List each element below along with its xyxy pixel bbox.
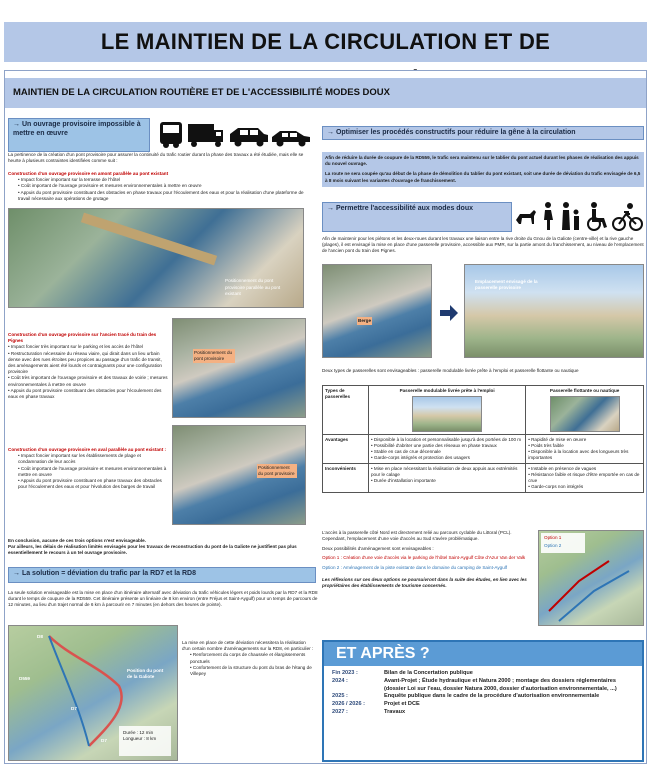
option1-block (8, 171, 316, 202)
map-legend (123, 730, 156, 742)
timeline-item (332, 701, 634, 709)
option1-item: • Appuis du pont provisoire constituant des obstacles en phase travaux pour l'écoulement des eaux et pour la réalisation d'une plateforme de travail nécessaire aux opérations de grutage (18, 190, 316, 202)
timeline-item (332, 693, 634, 701)
types-text: Deux types de passerelles sont envisageables : passerelle modulable livrée prête à l'emploi et passerelle flottante ou nautique (322, 368, 579, 373)
arrow-right-icon (440, 305, 458, 321)
conclusion-line1: En conclusion, aucune de ces trois options n'est envisageable. (8, 538, 146, 543)
box-optimize (322, 126, 644, 140)
deviation-map (8, 625, 178, 761)
timeline-item (332, 670, 634, 678)
aerial-photo-upstream (8, 208, 304, 308)
box-soft-modes-title: → Permettre l'accessibilité aux modes doux (327, 205, 473, 212)
timeline-item (332, 678, 634, 694)
bridge-shape (81, 213, 217, 266)
photo2-caption: Positionnement du pont provisoire (193, 349, 235, 363)
option2-item: • Impact foncier très important sur le parking et les accès de l'hôtel (8, 344, 168, 350)
timeline-date: Fin 2023 : (332, 670, 358, 676)
table-item: • Instable en présence de vagues (528, 466, 641, 472)
table-header-label: Passerelle modulable livrée prête à l'emploi (399, 388, 495, 393)
pedestrian-icon (544, 202, 553, 230)
photo1-caption: Positionnement du pont provisoire parallèle au pont existant (225, 278, 281, 296)
wheelchair-icon (588, 202, 607, 230)
table-item: • Rapidité de mise en œuvre (528, 437, 641, 443)
options-intro: Deux possibilités d'aménagement sont envisageables : (322, 546, 434, 552)
intro-text: La pertinence de la création d'un pont provisoire pour assurer la continuité du trafic routier durant la phase des travaux a été étudiée, mais elle se heurte à plusieurs contraintes identifiées comme suit : (8, 152, 304, 164)
map-legend-item: Option 2 (544, 543, 562, 548)
box-soft-modes (322, 202, 512, 232)
timeline-date: 2024 : (332, 677, 348, 684)
map-bridge-label: Position du pont de la Galiote (127, 668, 164, 680)
timeline-text: Projet et DCE (384, 701, 420, 708)
option3-block (8, 447, 168, 490)
map-label: D7 (71, 706, 77, 711)
deviation-item: • Renforcement du corps de chaussée et élargissements ponctuels (190, 652, 314, 664)
table-item: • Disponible à la location et personnalisable jusqu'à des portées de 100 m (371, 437, 523, 443)
table-item: • Garde-corps non intégrés (528, 484, 641, 490)
photo-bank-aerial (322, 264, 432, 358)
table-header (369, 386, 526, 435)
map-label: D7 (101, 738, 107, 743)
timeline-text: Bilan de la Concertation publique (384, 670, 473, 676)
option3-item: • Impact foncier important sur les établissements de plage et condamnation de leur accès (18, 453, 168, 465)
solution-text: La seule solution envisageable est la mise en place d'un itinéraire alternatif avec déviation du trafic véhicules légers et poids lourds par la RD7 et la RD8 durant le temps de coupure de la RD559. Cet itinéraire présente un linéaire de 8 km environ (entre Fréjus et Saint-Aygulf) pour un temps de parcours de 12 minutes, au lieu d'un trajet normal de 6 km à parcourir en 7 minutes (en dehors des heures de pointe). (8, 590, 318, 608)
access-text: L'accès à la passerelle côté Nord est directement relié au parcours cyclable du Littoral (PCL). Cependant, l'emplacement d'une voie d'accès au Sud s'avère problématique. (322, 530, 512, 542)
deviation-text: La mise en place de cette déviation nécessitera la réalisation d'un certain nombre d'aménagements sur la RD8, en particulier : (182, 640, 314, 652)
box-optimize-title: → Optimiser les procédés constructifs pour réduire la gêne à la circulation (327, 129, 576, 136)
conclusion (8, 538, 318, 557)
floating-footbridge-photo (550, 396, 620, 432)
table-cell (526, 463, 644, 492)
map-legend-item: Durée : 12 min (123, 730, 154, 735)
option2-title: Construction d'un ouvrage provisoire sur l'ancien tracé du train des Pignes (8, 332, 157, 344)
options-note: Les réflexions sur ces deux options se poursuivront dans la suite des études, en lien avec les propriétaires des établissements de tourisme concernés. (322, 576, 527, 589)
option1-item: • Impact foncier important sur la terrasse de l'hôtel (18, 177, 316, 183)
aerial-photo-train-track (172, 318, 306, 418)
box-provisional-bridge (8, 118, 150, 152)
access-option-2: Option 2 : Aménagement de la piste existante dans le domaine du camping de Saint-Aygulf (322, 564, 508, 570)
timeline-date: 2025 : (332, 693, 348, 700)
table-cell (526, 434, 644, 463)
dog-icon (516, 210, 536, 224)
option2-item: • Restructuration nécessaire du réseau viaire, qui dirait dans un lieu urbain dense avec des rues étroites peu propices au passage d'un trafic de transit, des aménagements aient été lourds et contraignants pour une configuration provisoire (8, 351, 168, 376)
photo3-caption: Positionnement du pont provisoire (257, 464, 297, 478)
table-header: Types de passerelles (323, 386, 369, 435)
timeline-date: 2026 / 2026 : (332, 701, 365, 708)
modular-footbridge-photo (412, 396, 482, 432)
photo-bank-label: Berge (357, 317, 372, 325)
conclusion-line2: Par ailleurs, les délais de réalisation limités envisagés pour les travaux de reconstruction du pont de la Galiote ne justifient pas plus essentiellement le recours à un tel ouvrage provisoire. (8, 544, 297, 556)
next-steps-title: ET APRÈS ? (324, 642, 642, 666)
option1-item: • Coût important de l'ouvrage provisoire et mesures environnementales à mettre en œuvre (18, 183, 316, 189)
table-item: • Poids très faible (528, 443, 641, 449)
timeline-date: 2027 : (332, 709, 348, 716)
section-title: MAINTIEN DE LA CIRCULATION ROUTIÈRE ET DE L'ACCESSIBILITÉ MODES DOUX (5, 78, 646, 108)
box-provisional-bridge-title: → Un ouvrage provisoire impossible à mettre en œuvre (13, 121, 141, 137)
truck-icon (188, 124, 223, 147)
optimize-text-1: Afin de réduire la durée de coupure de la RD559, le trafic sera maintenu sur le tablier du pont actuel durant les phases de réalisation des appuis du nouvel ouvrage. (325, 155, 639, 167)
photo-footbridge-label: Emplacement envisagé de la passerelle provisoire (475, 279, 538, 291)
suv-icon (230, 128, 268, 147)
table-row (323, 463, 644, 492)
aerial-photo-downstream (172, 425, 306, 525)
deviation-block (182, 640, 314, 677)
table-item: • Disponible à la location avec des longueurs très importantes (528, 449, 641, 461)
access-options-map (538, 530, 644, 626)
box-solution-title: → La solution = déviation du trafic par la RD7 et la RD8 (13, 570, 197, 577)
next-steps-box (322, 640, 644, 762)
option3-title: Construction d'un ouvrage provisoire en aval parallèle au pont existant : (8, 447, 167, 452)
family-icon (562, 202, 579, 230)
optimize-text (322, 152, 644, 187)
timeline-text: Avant-Projet ; Étude hydraulique et Natura 2000 ; montage des dossiers réglementaires (dossier Loi sur l'eau, dossier Natura 2000, dossier d'autorisation environnementale, ...) (384, 677, 617, 692)
deviation-item: • Confortement de la structure du pont du bras de l'étang de Villepey (190, 665, 314, 677)
access-block (322, 530, 534, 589)
timeline-text: Enquête publique dans le cadre de la procédure d'autorisation environnementale (384, 693, 600, 700)
option2-item: • Appuis du pont provisoire constituant des obstacles pour l'écoulement des eaux en phase travaux (8, 388, 168, 400)
option3-item: • Coût important de l'ouvrage provisoire et mesures environnementales à mettre en œuvre (18, 466, 168, 478)
table-cell (369, 463, 526, 492)
table-item: • Garde-corps intégrés et protection des usagers (371, 455, 523, 461)
optimize-text-2: La route ne sera coupée qu'au début de la phase de démolition du tablier du pont existant, soit une durée de déviation du trafic envisagée de 6,5 à 8 mois suivant les variantes d'ouvrage de franchissement. (325, 171, 641, 183)
table-item: • Résistance faible et risque d'être emportée en cas de crue (528, 472, 641, 484)
option2-path (559, 571, 629, 621)
option3-item: • Appuis du pont provisoire constituant en phase travaux des obstacles pour l'écoulement des eaux et pour l'évolution des barges de travail (18, 478, 168, 490)
bicycle-icon (613, 203, 642, 230)
timeline-text: Travaux (384, 709, 406, 716)
footbridge-table (322, 385, 644, 493)
vehicle-icons (158, 118, 313, 152)
option2-item: • Coût très important de l'ouvrage provisoire et des travaux de voirie ; mesures environnementales à mettre en œuvre (8, 375, 168, 387)
table-header-label: Passerelle flottante ou nautique (549, 388, 620, 393)
table-item: • Durée d'installation importante (371, 478, 523, 484)
table-row-label: Inconvénients (323, 463, 369, 492)
table-row (323, 434, 644, 463)
option2-block (8, 332, 168, 400)
soft-mode-icons (512, 200, 644, 232)
soft-modes-text: Afin de maintenir pour les piétons et les deux-roues durant les travaux une liaison entre la rive droite du Gnou de la Galiote (centre-ville) et la rive gauche (plages), il est envisagé la mise en place d'une passerelle provisoire, accessible aux PMR, sur la partie amont du franchissement, au niveau de l'emplacement de l'ancien pont du train des Pignes. (322, 236, 644, 254)
table-item: • Possibilité d'abriter une partie des réseaux en phase travaux (371, 443, 523, 449)
photo-footbridge-location (464, 264, 644, 358)
table-row-label: Avantages (323, 434, 369, 463)
page-title: LE MAINTIEN DE LA CIRCULATION ET DE (4, 22, 647, 62)
map-label: D559 (19, 676, 30, 681)
table-header (526, 386, 644, 435)
timeline-item (332, 709, 634, 717)
car-icon (272, 131, 310, 147)
table-cell (369, 434, 526, 463)
map-legend-item: Longueur : 8 km (123, 736, 157, 742)
table-item: • Mise en place nécessitant la réalisation de deux appuis aux extrémités pour le calage (371, 466, 523, 478)
map-legend-item: Option 1 (544, 535, 562, 540)
option1-title: Construction d'un ouvrage provisoire en amont parallèle au pont existant (8, 171, 169, 176)
map-label: D8 (37, 634, 43, 639)
table-item: • Stable en cas de crue décennale (371, 449, 523, 455)
access-option-1: Option 1 : Création d'une voie d'accès via le parking de l'hôtel Saint-Aygulf Côte d'Azur Van der Valk (322, 554, 526, 560)
box-solution (8, 567, 316, 583)
bus-icon (160, 122, 182, 148)
